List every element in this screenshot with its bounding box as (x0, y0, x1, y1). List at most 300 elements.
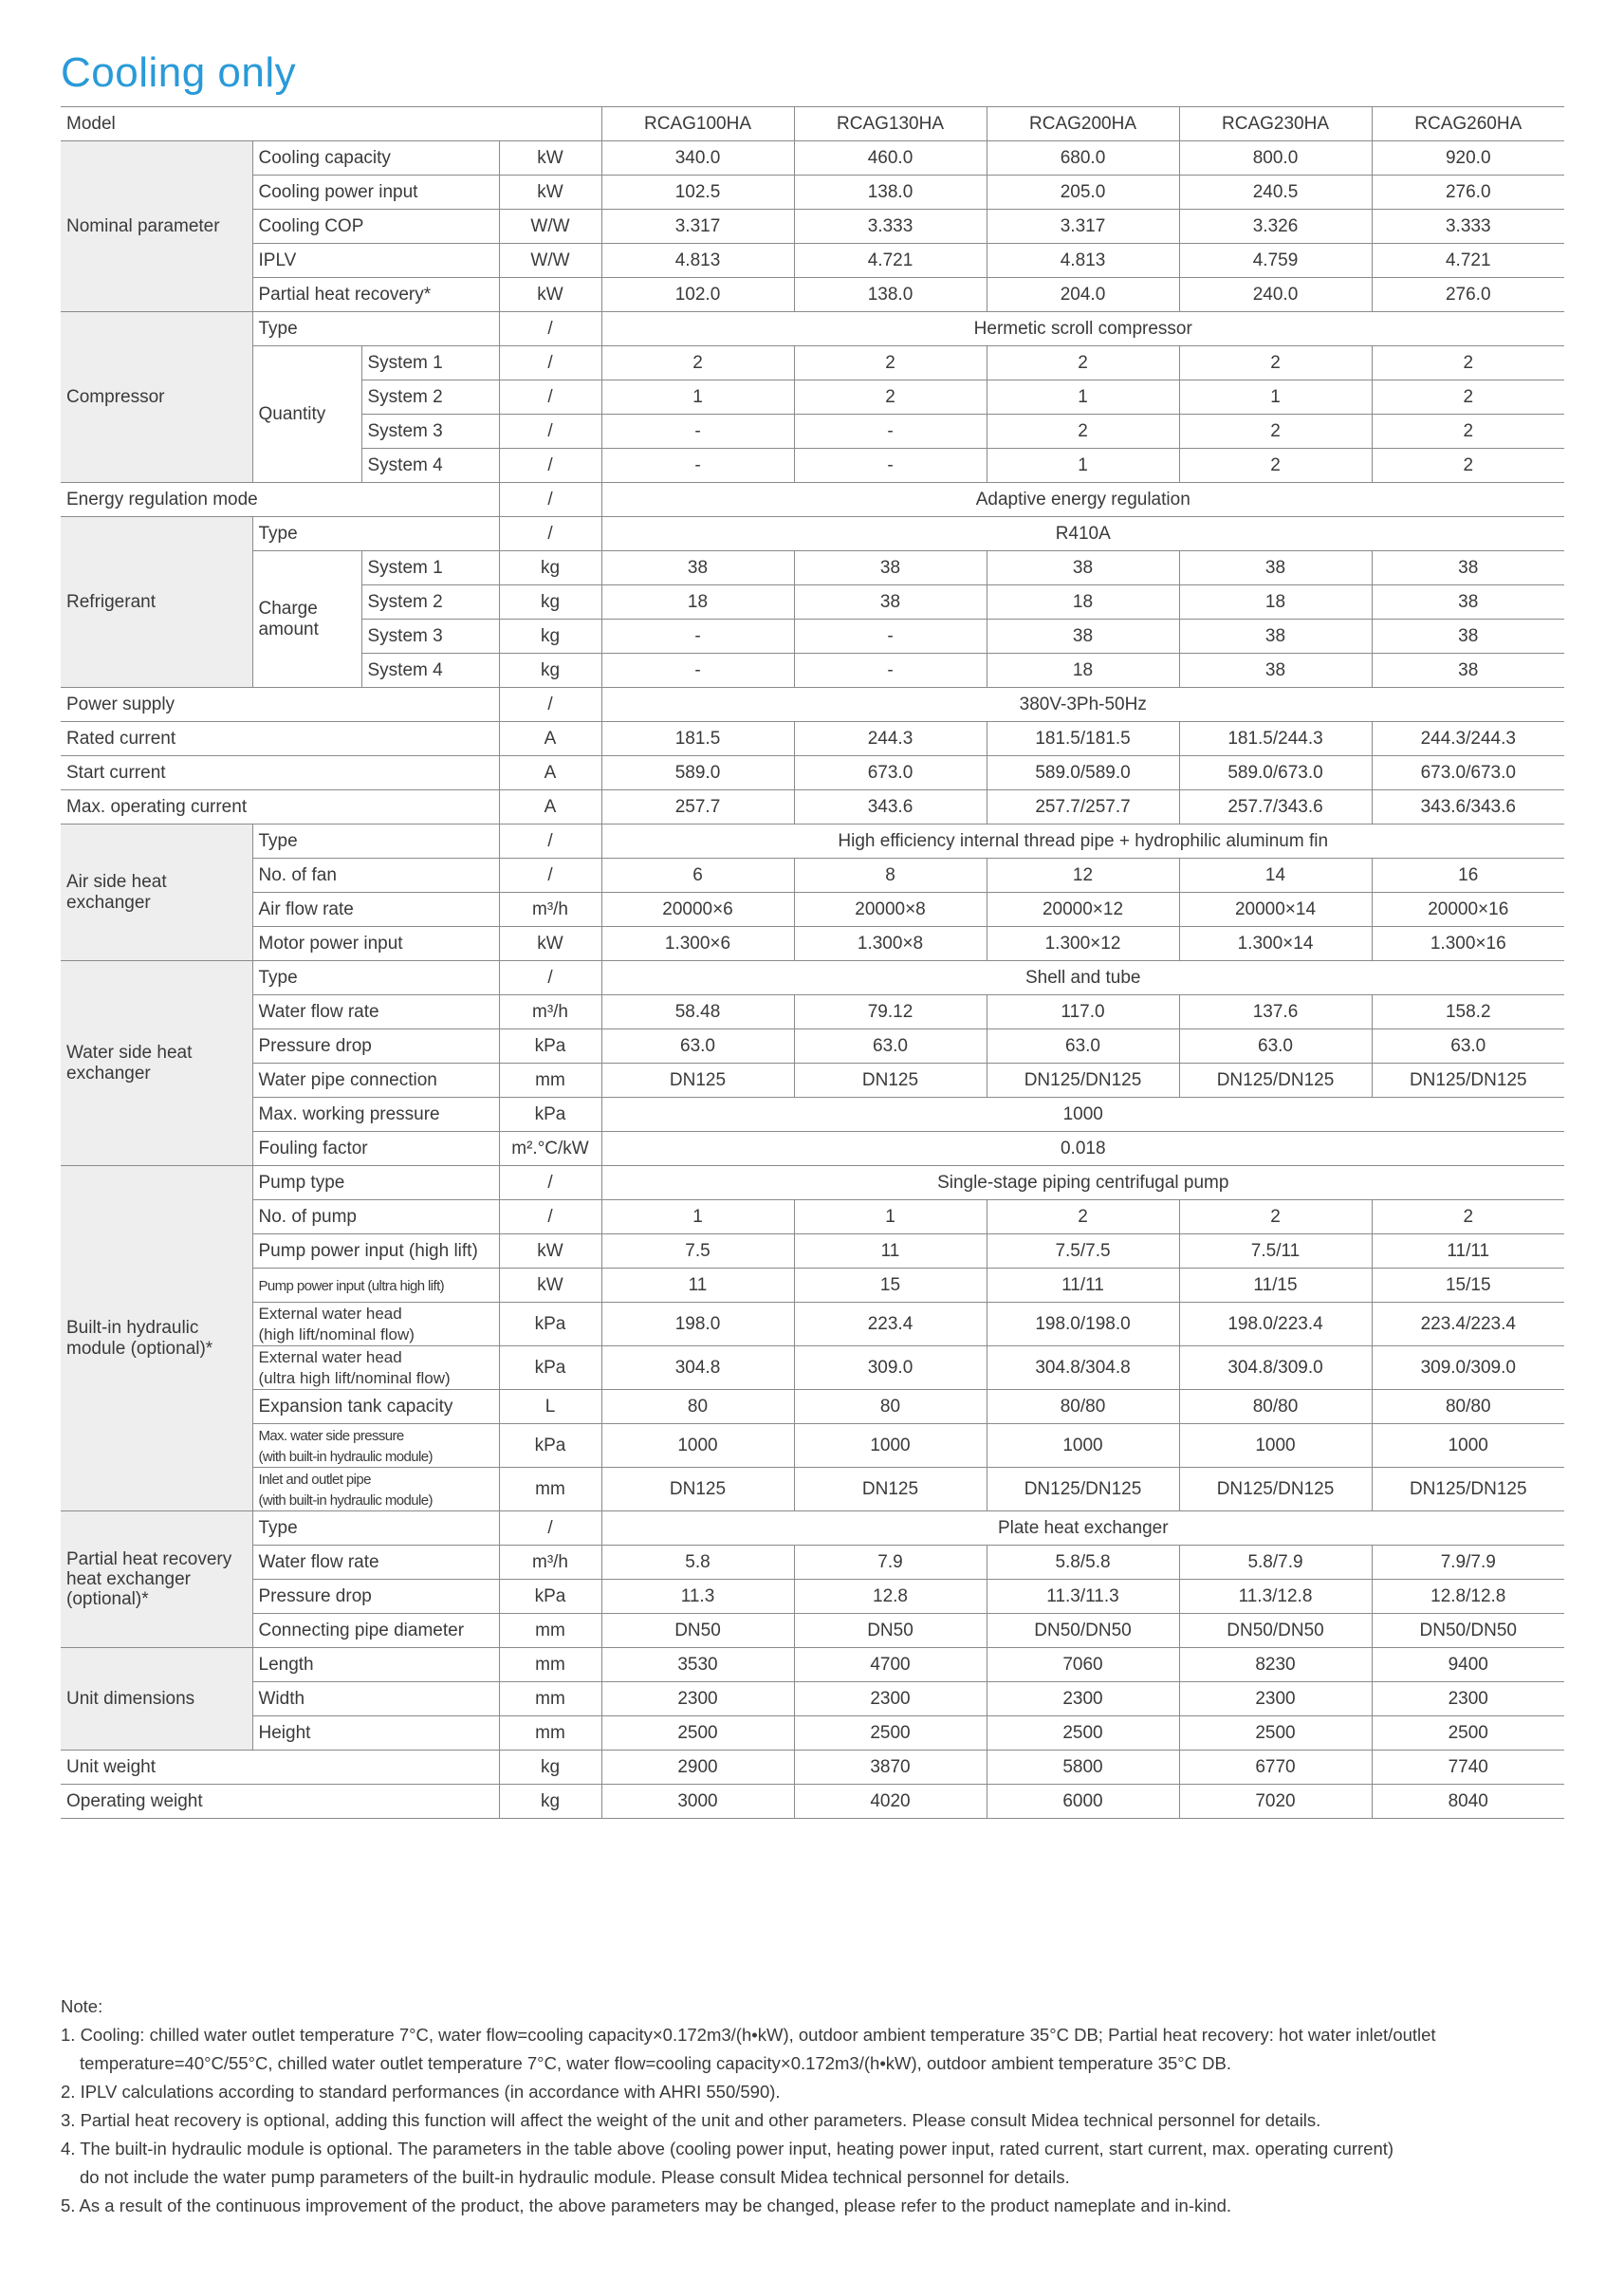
param-label: Pressure drop (252, 1580, 499, 1614)
value-cell: 2 (1179, 449, 1372, 483)
value-cell-merged: Plate heat exchanger (601, 1511, 1564, 1546)
value-cell: 800.0 (1179, 141, 1372, 176)
value-cell: 276.0 (1372, 278, 1564, 312)
param-label: No. of pump (252, 1200, 499, 1234)
value-cell: 1000 (794, 1424, 987, 1468)
value-cell: 2 (1179, 346, 1372, 380)
unit-cell: kW (499, 1234, 601, 1269)
value-cell: 38 (1179, 654, 1372, 688)
value-cell: 11.3 (601, 1580, 794, 1614)
value-cell: 1.300×6 (601, 927, 794, 961)
value-cell: 1 (987, 380, 1179, 415)
spec-row-compressor-type (61, 312, 1564, 346)
value-cell: DN125/DN125 (1179, 1468, 1372, 1511)
value-cell: - (794, 620, 987, 654)
param-label: Max. working pressure (252, 1098, 499, 1132)
value-cell: 7740 (1372, 1751, 1564, 1785)
spec-row-no-of-fan (61, 859, 1564, 893)
value-cell: 1000 (1372, 1424, 1564, 1468)
value-cell: 2 (1372, 1200, 1564, 1234)
value-cell: 11 (601, 1269, 794, 1303)
unit-cell: kW (499, 141, 601, 176)
value-cell: 12.8 (794, 1580, 987, 1614)
unit-cell: mm (499, 1468, 601, 1511)
unit-cell: m³/h (499, 1546, 601, 1580)
value-cell: - (601, 415, 794, 449)
unit-cell: kg (499, 654, 601, 688)
spec-row-operating-weight (61, 1785, 1564, 1819)
value-cell: 1.300×12 (987, 927, 1179, 961)
spec-row-max-working-pressure (61, 1098, 1564, 1132)
value-cell: 12.8/12.8 (1372, 1580, 1564, 1614)
page-title: Cooling only (61, 49, 297, 96)
value-cell: DN125/DN125 (987, 1064, 1179, 1098)
unit-cell: / (499, 517, 601, 551)
cell-text-line: External water head (258, 1305, 402, 1324)
value-cell: 5.8 (601, 1546, 794, 1580)
value-cell: 11.3/11.3 (987, 1580, 1179, 1614)
unit-cell: kPa (499, 1098, 601, 1132)
value-cell: 38 (987, 551, 1179, 585)
unit-cell: kg (499, 620, 601, 654)
unit-cell: kPa (499, 1346, 601, 1390)
cell-text-line: amount (258, 619, 319, 639)
param-label: Start current (61, 756, 499, 790)
cell-text (259, 1348, 451, 1386)
spec-row-refrigerant-type (61, 517, 1564, 551)
param-label (252, 1346, 499, 1390)
value-cell: 589.0/673.0 (1179, 756, 1372, 790)
param-label: Pressure drop (252, 1029, 499, 1064)
value-cell: DN125/DN125 (987, 1468, 1179, 1511)
value-cell: 3530 (601, 1648, 794, 1682)
value-cell: 3870 (794, 1751, 987, 1785)
value-cell: 4.721 (794, 244, 987, 278)
unit-cell: / (499, 380, 601, 415)
note-4: 4. The built-in hydraulic module is optional. The parameters in the table above (cooling power input, heating power input, rated current, start current, max. operating current) (61, 2139, 1394, 2159)
value-cell: 1.300×16 (1372, 927, 1564, 961)
unit-cell: W/W (499, 210, 601, 244)
spec-row-phr-type (61, 1511, 1564, 1546)
spec-row-water-flow-rate (61, 995, 1564, 1029)
param-label: System 1 (361, 551, 499, 585)
param-label: Energy regulation mode (61, 483, 499, 517)
param-label: Fouling factor (252, 1132, 499, 1166)
param-label: Cooling power input (252, 176, 499, 210)
unit-cell: / (499, 483, 601, 517)
unit-cell: kg (499, 551, 601, 585)
spec-row-rated-current (61, 722, 1564, 756)
param-label: Pump type (252, 1166, 499, 1200)
param-label: Rated current (61, 722, 499, 756)
value-cell: 2 (794, 380, 987, 415)
value-cell: DN50/DN50 (987, 1614, 1179, 1648)
param-label: Type (252, 1511, 499, 1546)
cell-text-line: Air side heat (66, 872, 167, 893)
value-cell: 309.0 (794, 1346, 987, 1390)
value-cell: 7.5 (601, 1234, 794, 1269)
param-label: Pump power input (high lift) (252, 1234, 499, 1269)
spec-row-water-pipe-connection (61, 1064, 1564, 1098)
group-label (61, 825, 252, 961)
value-cell: 2 (794, 346, 987, 380)
value-cell: 20000×14 (1179, 893, 1372, 927)
value-cell: 198.0 (601, 1303, 794, 1346)
value-cell: 2300 (987, 1682, 1179, 1716)
unit-cell: L (499, 1390, 601, 1424)
value-cell: 80 (601, 1390, 794, 1424)
cell-text-line: Partial heat recovery (66, 1548, 232, 1569)
group-label (61, 961, 252, 1166)
value-cell: 80/80 (1372, 1390, 1564, 1424)
param-label: Water flow rate (252, 1546, 499, 1580)
cell-text-line: Pump power input (ultra high lift) (258, 1277, 445, 1294)
value-cell: 304.8/304.8 (987, 1346, 1179, 1390)
value-cell: 204.0 (987, 278, 1179, 312)
value-cell-merged: R410A (601, 517, 1564, 551)
value-cell: 2 (1372, 415, 1564, 449)
value-cell: 20000×12 (987, 893, 1179, 927)
value-cell: 8230 (1179, 1648, 1372, 1682)
value-cell: DN125 (601, 1468, 794, 1511)
value-cell: DN125/DN125 (1372, 1064, 1564, 1098)
value-cell: 38 (794, 585, 987, 620)
unit-cell: kg (499, 1751, 601, 1785)
unit-cell: W/W (499, 244, 601, 278)
value-cell: 4.813 (987, 244, 1179, 278)
spec-row-phr-pressure-drop (61, 1580, 1564, 1614)
cell-text-line: module (optional)* (66, 1338, 213, 1359)
value-cell: 38 (1179, 551, 1372, 585)
value-cell: 80/80 (987, 1390, 1179, 1424)
value-cell: 11/11 (987, 1269, 1179, 1303)
value-cell: 2 (987, 1200, 1179, 1234)
value-cell-merged: 1000 (601, 1098, 1564, 1132)
cell-text-line: (with built-in hydraulic module) (258, 1492, 433, 1509)
unit-cell: / (499, 1166, 601, 1200)
spec-row-pressure-drop (61, 1029, 1564, 1064)
value-cell: 4.759 (1179, 244, 1372, 278)
spec-row-no-of-pump (61, 1200, 1564, 1234)
value-cell: 223.4/223.4 (1372, 1303, 1564, 1346)
value-cell: 6770 (1179, 1751, 1372, 1785)
value-cell: 181.5/181.5 (987, 722, 1179, 756)
unit-cell: m³/h (499, 893, 601, 927)
value-cell: 20000×16 (1372, 893, 1564, 927)
value-cell: 589.0 (601, 756, 794, 790)
value-cell: 304.8 (601, 1346, 794, 1390)
spec-row-comp-sys1 (61, 346, 1564, 380)
unit-cell: kW (499, 278, 601, 312)
unit-cell: m³/h (499, 995, 601, 1029)
spec-row-phr-water-flow (61, 1546, 1564, 1580)
cell-text-line: Inlet and outlet pipe (258, 1472, 371, 1489)
value-cell: - (601, 620, 794, 654)
value-cell: 15 (794, 1269, 987, 1303)
unit-cell: A (499, 790, 601, 825)
value-cell: 3.333 (794, 210, 987, 244)
unit-cell: kg (499, 585, 601, 620)
cell-text-line: exchanger (66, 1063, 151, 1084)
spec-row-height (61, 1716, 1564, 1751)
value-cell: 673.0/673.0 (1372, 756, 1564, 790)
cell-text (259, 1428, 433, 1464)
param-label: Max. operating current (61, 790, 499, 825)
unit-cell: A (499, 722, 601, 756)
value-cell: 2500 (1372, 1716, 1564, 1751)
param-label: System 4 (361, 449, 499, 483)
unit-cell: / (499, 825, 601, 859)
model-header: RCAG230HA (1179, 107, 1372, 141)
value-cell: 58.48 (601, 995, 794, 1029)
cell-text-line: Water side heat (66, 1043, 193, 1064)
value-cell: 1000 (987, 1424, 1179, 1468)
value-cell: 304.8/309.0 (1179, 1346, 1372, 1390)
cell-text (259, 1472, 433, 1508)
note-3: 3. Partial heat recovery is optional, adding this function will affect the weight of the unit and other parameters. Please consult Midea technical personnel for details. (61, 2110, 1321, 2130)
cell-text-line: Charge (258, 599, 318, 620)
value-cell: DN50/DN50 (1179, 1614, 1372, 1648)
value-cell: 2500 (987, 1716, 1179, 1751)
value-cell-merged: 380V-3Ph-50Hz (601, 688, 1564, 722)
value-cell: 9400 (1372, 1648, 1564, 1682)
value-cell: 2 (1179, 1200, 1372, 1234)
cell-text (259, 1278, 445, 1294)
spec-row-cooling-capacity (61, 141, 1564, 176)
value-cell: 5.8/7.9 (1179, 1546, 1372, 1580)
value-cell: 2500 (601, 1716, 794, 1751)
value-cell: 3000 (601, 1785, 794, 1819)
value-cell: 1.300×8 (794, 927, 987, 961)
spec-row-motor-power-input (61, 927, 1564, 961)
value-cell: 2 (987, 346, 1179, 380)
value-cell: 158.2 (1372, 995, 1564, 1029)
value-cell-merged: Hermetic scroll compressor (601, 312, 1564, 346)
model-header: RCAG130HA (794, 107, 987, 141)
note-5: 5. As a result of the continuous improvement of the product, the above parameters may be changed, please refer to the product nameplate and in-kind. (61, 2196, 1232, 2215)
spec-row-max-water-pressure (61, 1424, 1564, 1468)
value-cell: 1000 (1179, 1424, 1372, 1468)
value-cell: 38 (1372, 585, 1564, 620)
value-cell: 63.0 (987, 1029, 1179, 1064)
value-cell: 4020 (794, 1785, 987, 1819)
param-label: Air flow rate (252, 893, 499, 927)
spec-row-ext-head-high (61, 1303, 1564, 1346)
value-cell: 11.3/12.8 (1179, 1580, 1372, 1614)
value-cell-merged: Adaptive energy regulation (601, 483, 1564, 517)
value-cell: 7020 (1179, 1785, 1372, 1819)
cell-text-line: (high lift/nominal flow) (258, 1325, 415, 1343)
unit-cell: mm (499, 1064, 601, 1098)
value-cell: 20000×8 (794, 893, 987, 927)
value-cell: 343.6/343.6 (1372, 790, 1564, 825)
spec-row-ext-head-ultra (61, 1346, 1564, 1390)
value-cell: DN50 (794, 1614, 987, 1648)
value-cell: 2 (1372, 346, 1564, 380)
value-cell: 16 (1372, 859, 1564, 893)
value-cell: 244.3/244.3 (1372, 722, 1564, 756)
unit-cell: mm (499, 1648, 601, 1682)
param-label: Water pipe connection (252, 1064, 499, 1098)
value-cell: 2300 (1179, 1682, 1372, 1716)
group-label (61, 1511, 252, 1648)
value-cell: 11/11 (1372, 1234, 1564, 1269)
cell-text-line: exchanger (66, 892, 151, 913)
group-label: Compressor (61, 312, 252, 483)
value-cell: 20000×6 (601, 893, 794, 927)
unit-cell: kW (499, 927, 601, 961)
value-cell: 6 (601, 859, 794, 893)
unit-cell: / (499, 1511, 601, 1546)
value-cell: 38 (601, 551, 794, 585)
value-cell: 63.0 (601, 1029, 794, 1064)
spec-row-ref-sys1 (61, 551, 1564, 585)
param-label: System 2 (361, 585, 499, 620)
unit-cell: / (499, 312, 601, 346)
value-cell: 2 (1372, 380, 1564, 415)
spec-row-energy-regulation (61, 483, 1564, 517)
value-cell: 4700 (794, 1648, 987, 1682)
cell-text (259, 1305, 415, 1343)
value-cell: 5800 (987, 1751, 1179, 1785)
value-cell-merged: 0.018 (601, 1132, 1564, 1166)
param-label: Width (252, 1682, 499, 1716)
value-cell: 223.4 (794, 1303, 987, 1346)
spec-row-fouling-factor (61, 1132, 1564, 1166)
value-cell: 8040 (1372, 1785, 1564, 1819)
spec-row-water-type (61, 961, 1564, 995)
value-cell: 38 (1372, 620, 1564, 654)
value-cell: 2 (987, 415, 1179, 449)
spec-row-iplv (61, 244, 1564, 278)
value-cell: 240.0 (1179, 278, 1372, 312)
value-cell: 240.5 (1179, 176, 1372, 210)
value-cell-merged: Single-stage piping centrifugal pump (601, 1166, 1564, 1200)
value-cell: 38 (1372, 551, 1564, 585)
param-label: System 2 (361, 380, 499, 415)
param-label: Unit weight (61, 1751, 499, 1785)
note-1: 1. Cooling: chilled water outlet temperature 7°C, water flow=cooling capacity×0.172m3/(h•kW), outdoor ambient temperature 35°C DB; Partial heat recovery: hot water inlet/outlet (61, 2025, 1436, 2045)
value-cell: 7.5/11 (1179, 1234, 1372, 1269)
cell-text-line: Built-in hydraulic (66, 1318, 199, 1339)
value-cell: 2900 (601, 1751, 794, 1785)
value-cell: 198.0/223.4 (1179, 1303, 1372, 1346)
value-cell: 257.7 (601, 790, 794, 825)
value-cell: 138.0 (794, 278, 987, 312)
unit-cell: mm (499, 1614, 601, 1648)
note-2: 2. IPLV calculations according to standard performances (in accordance with AHRI 550/590). (61, 2082, 781, 2102)
unit-cell: kPa (499, 1029, 601, 1064)
unit-cell: / (499, 1200, 601, 1234)
param-label: Motor power input (252, 927, 499, 961)
value-cell: 38 (794, 551, 987, 585)
value-cell: - (601, 449, 794, 483)
value-cell: 2300 (1372, 1682, 1564, 1716)
value-cell: 138.0 (794, 176, 987, 210)
param-label: System 1 (361, 346, 499, 380)
spec-row-unit-weight (61, 1751, 1564, 1785)
value-cell: 7.9 (794, 1546, 987, 1580)
spec-row-air-flow-rate (61, 893, 1564, 927)
unit-cell: / (499, 415, 601, 449)
value-cell-merged: Shell and tube (601, 961, 1564, 995)
cell-text-line: (ultra high lift/nominal flow) (258, 1368, 451, 1387)
unit-cell: kW (499, 1269, 601, 1303)
value-cell: 2300 (794, 1682, 987, 1716)
note-1-continued: temperature=40°C/55°C, chilled water outlet temperature 7°C, water flow=cooling capacity×0.172m3/(h•kW), outdoor ambient temperature 35°C DB. (80, 2053, 1231, 2073)
value-cell: 1.300×14 (1179, 927, 1372, 961)
value-cell: 38 (1372, 654, 1564, 688)
param-label: Cooling COP (252, 210, 499, 244)
value-cell: 1000 (601, 1424, 794, 1468)
value-cell: 117.0 (987, 995, 1179, 1029)
value-cell: 11 (794, 1234, 987, 1269)
value-cell: 18 (987, 585, 1179, 620)
value-cell: 80/80 (1179, 1390, 1372, 1424)
value-cell: 920.0 (1372, 141, 1564, 176)
spec-row-cooling-cop (61, 210, 1564, 244)
unit-cell: A (499, 756, 601, 790)
unit-cell: kPa (499, 1580, 601, 1614)
param-label: No. of fan (252, 859, 499, 893)
value-cell: 7.5/7.5 (987, 1234, 1179, 1269)
group-label: Nominal parameter (61, 141, 252, 312)
cell-text-line: (optional)* (66, 1589, 149, 1610)
value-cell: 63.0 (794, 1029, 987, 1064)
value-cell: 460.0 (794, 141, 987, 176)
value-cell: 18 (1179, 585, 1372, 620)
subgroup-label (252, 551, 361, 688)
unit-cell: m².°C/kW (499, 1132, 601, 1166)
value-cell: 137.6 (1179, 995, 1372, 1029)
param-label (252, 1303, 499, 1346)
value-cell: 8 (794, 859, 987, 893)
value-cell: 680.0 (987, 141, 1179, 176)
note-4-continued: do not include the water pump parameters of the built-in hydraulic module. Please consult Midea technical personnel for details. (80, 2167, 1070, 2187)
value-cell: 589.0/589.0 (987, 756, 1179, 790)
value-cell: - (794, 415, 987, 449)
value-cell: 18 (601, 585, 794, 620)
value-cell: 7.9/7.9 (1372, 1546, 1564, 1580)
value-cell: 3.317 (601, 210, 794, 244)
value-cell: - (601, 654, 794, 688)
unit-cell: mm (499, 1682, 601, 1716)
group-label (61, 1166, 252, 1511)
notes (61, 1992, 1569, 2220)
value-cell: 257.7/257.7 (987, 790, 1179, 825)
spec-row-expansion-tank (61, 1390, 1564, 1424)
value-cell: 4.813 (601, 244, 794, 278)
param-label (252, 1424, 499, 1468)
value-cell: DN125 (794, 1468, 987, 1511)
param-label: Water flow rate (252, 995, 499, 1029)
value-cell: DN125/DN125 (1179, 1064, 1372, 1098)
value-cell: 181.5 (601, 722, 794, 756)
param-label: Length (252, 1648, 499, 1682)
value-cell: - (794, 449, 987, 483)
value-cell: 2 (1372, 449, 1564, 483)
spec-row-cooling-power-input (61, 176, 1564, 210)
value-cell: 2500 (794, 1716, 987, 1751)
param-label: Type (252, 312, 499, 346)
value-cell: 276.0 (1372, 176, 1564, 210)
value-cell: 198.0/198.0 (987, 1303, 1179, 1346)
spec-row-partial-heat-recovery (61, 278, 1564, 312)
unit-cell: / (499, 859, 601, 893)
param-label: System 3 (361, 415, 499, 449)
value-cell: 11/15 (1179, 1269, 1372, 1303)
spec-row-pump-power-high (61, 1234, 1564, 1269)
